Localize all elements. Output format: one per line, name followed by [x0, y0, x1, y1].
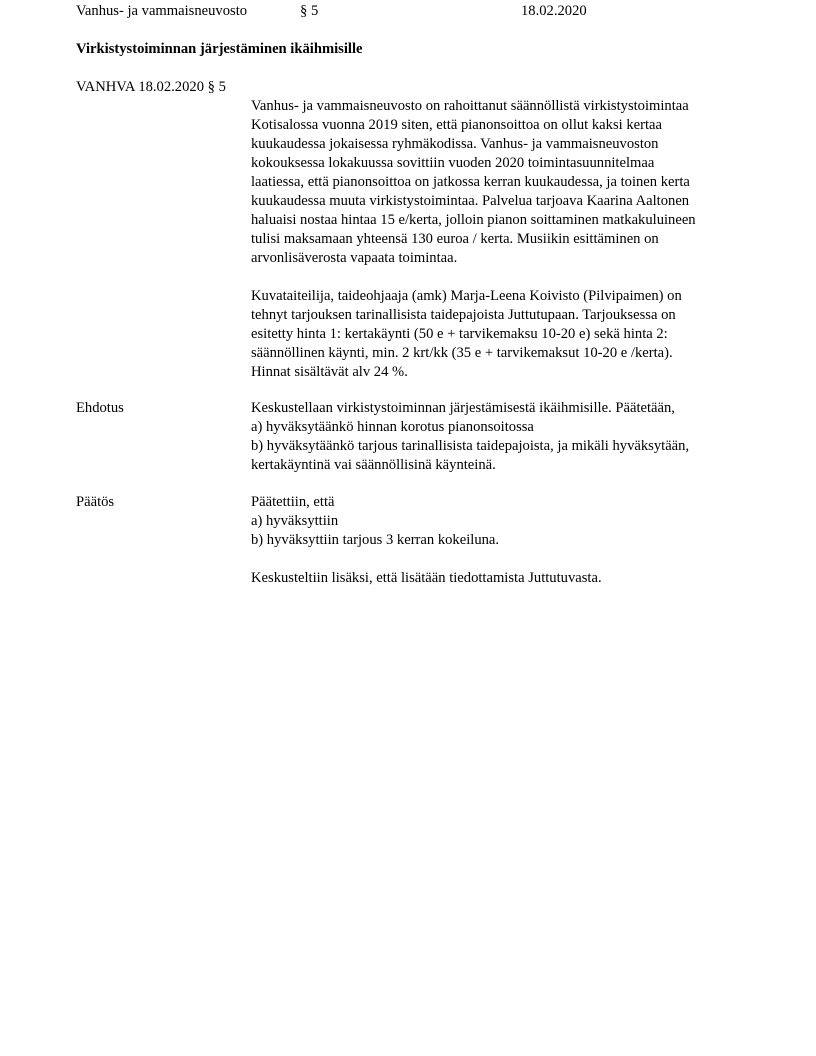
text-line: kertakäyntinä vai säännöllisinä käynteinä. — [251, 457, 496, 473]
meeting-reference: VANHVA 18.02.2020 § 5 — [76, 79, 226, 95]
text-line: a) hyväksytäänkö hinnan korotus pianonsoitossa — [251, 419, 534, 435]
text-line: haluaisi nostaa hintaa 15 e/kerta, jolloin pianon soittaminen matkakuluineen — [251, 212, 696, 228]
decision-label: Päätös — [76, 494, 115, 510]
proposal-section — [251, 399, 751, 475]
text-line: Vanhus- ja vammaisneuvosto on rahoittanut säännöllistä virkistystoimintaa — [251, 98, 689, 114]
decision-section — [251, 493, 751, 588]
text-line: säännöllinen käynti, min. 2 krt/kk (35 e + tarvikemaksut 10-20 e /kerta). — [251, 345, 673, 361]
background-section — [251, 97, 751, 382]
text-line: b) hyväksytäänkö tarjous tarinallisista taidepajoista, ja mikäli hyväksytään, — [251, 438, 690, 454]
text-line: kuukaudessa muuta virkistystoimintaa. Palvelua tarjoava Kaarina Aaltonen — [251, 193, 690, 209]
document-title: Virkistystoiminnan järjestäminen ikäihmisille — [76, 41, 363, 57]
proposal-label: Ehdotus — [76, 400, 124, 416]
text-line: Keskustellaan virkistystoiminnan järjestämisestä ikäihmisille. Päätetään, — [251, 400, 675, 416]
text-line: a) hyväksyttiin — [251, 513, 339, 529]
text-line: tulisi maksamaan yhteensä 130 euroa / kerta. Musiikin esittäminen on — [251, 231, 659, 247]
paragraph-gap — [251, 268, 751, 287]
text-line: tehnyt tarjouksen tarinallisista taidepajoista Juttutupaan. Tarjouksessa on — [251, 307, 676, 323]
text-line: laatiessa, että pianonsoittoa on jatkossa kerran kuukaudessa, ja toinen kerta — [251, 174, 690, 190]
background-paragraph-1 — [251, 97, 751, 268]
text-line: esitetty hinta 1: kertakäynti (50 e + tarvikemaksu 10-20 e) sekä hinta 2: — [251, 326, 668, 342]
paragraph-gap — [251, 550, 751, 569]
header-section: § 5 — [300, 3, 319, 19]
text-line: Päätettiin, että — [251, 494, 335, 510]
text-line: Kotisalossa vuonna 2019 siten, että pianonsoittoa on ollut kaksi kertaa — [251, 117, 662, 133]
header-organization: Vanhus- ja vammaisneuvosto — [76, 3, 248, 19]
text-line: Kuvataiteilija, taideohjaaja (amk) Marja-Leena Koivisto (Pilvipaimen) on — [251, 288, 682, 304]
text-line: kuukaudessa jokaisessa ryhmäkodissa. Vanhus- ja vammaisneuvoston — [251, 136, 659, 152]
header-date: 18.02.2020 — [521, 3, 587, 19]
text-line: b) hyväksyttiin tarjous 3 kerran kokeiluna. — [251, 532, 500, 548]
text-line: arvonlisäverosta vapaata toimintaa. — [251, 250, 458, 266]
background-paragraph-2 — [251, 287, 751, 382]
decision-note: Keskusteltiin lisäksi, että lisätään tiedottamista Juttutuvasta. — [251, 570, 602, 586]
text-line: kokouksessa lokakuussa sovittiin vuoden 2020 toimintasuunnitelmaa — [251, 155, 655, 171]
text-line: Hinnat sisältävät alv 24 %. — [251, 364, 408, 380]
